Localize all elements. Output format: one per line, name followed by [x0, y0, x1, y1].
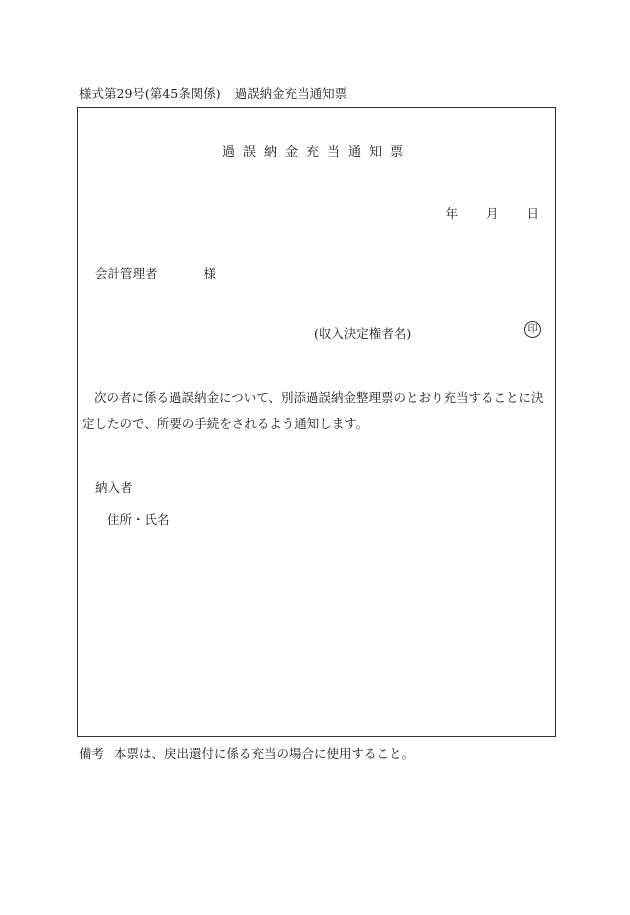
document-title: 過誤納金充当通知票 [221, 145, 411, 160]
seal-icon: 印 [524, 321, 541, 338]
issuer-name: (収入決定権者名) [314, 326, 412, 341]
payer-address-label: 住所・氏名 [107, 512, 170, 527]
addressee [95, 264, 216, 282]
remark-label: 備考 [79, 746, 105, 761]
addressee-honorific: 様 [203, 266, 217, 281]
remark [79, 744, 414, 762]
form-header [79, 84, 347, 102]
date-row [445, 204, 539, 222]
form-name: 過誤納金充当通知票 [234, 86, 348, 101]
year-label: 年 [445, 206, 458, 221]
document-frame [77, 107, 556, 737]
day-label: 日 [526, 206, 539, 221]
month-label: 月 [485, 206, 499, 221]
form-number: 様式第29号(第45条関係) [79, 86, 221, 101]
remark-text: 本票は、戻出還付に係る充当の場合に使用すること。 [114, 746, 415, 761]
payer-label: 納入者 [95, 480, 133, 495]
notice-body: 次の者に係る過誤納金について、別添過誤納金整理票のとおり充当することに決定したので、所要の手続をされるよう通知します。 [82, 390, 544, 431]
addressee-role: 会計管理者 [95, 266, 158, 281]
